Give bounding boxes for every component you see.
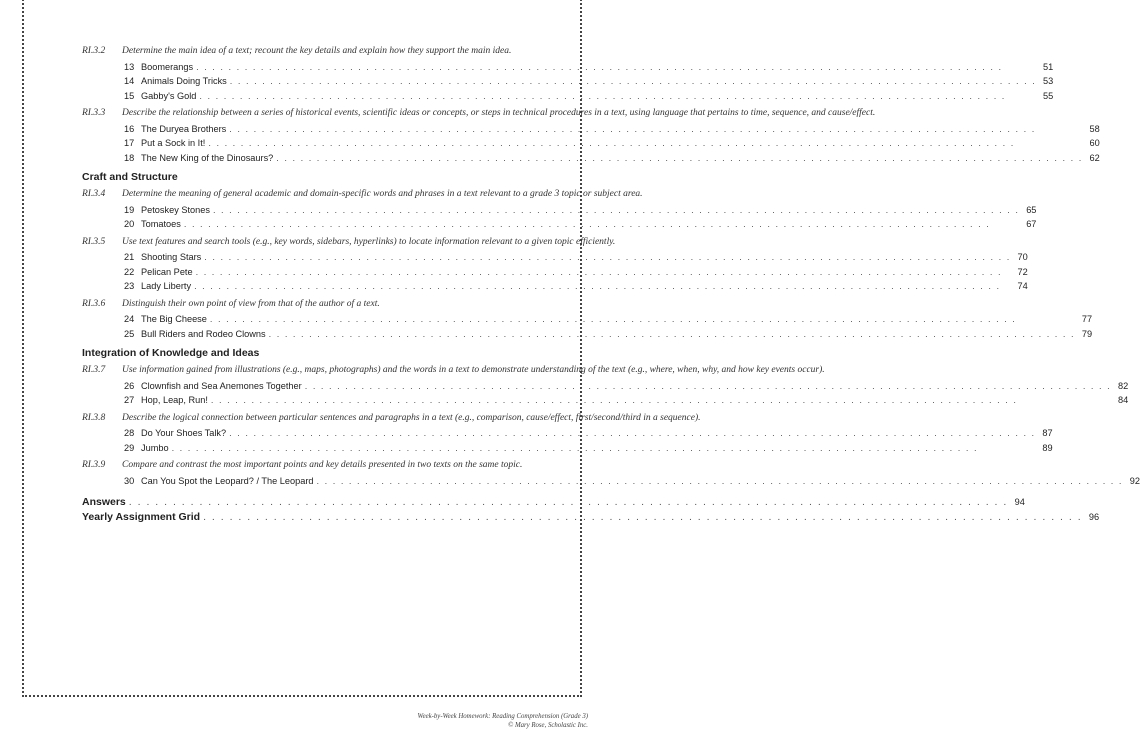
entry-title: Tomatoes [141, 219, 181, 229]
entry-page: 77 [1081, 314, 1093, 324]
entry-title: Boomerangs [141, 61, 194, 72]
toc-entry [124, 312, 1092, 327]
standard-description: Use information gained from illustrations (e.g., maps, photographs) and the words in a text to demonstrate understanding of the text (e.g., where, when, why, and how key events occur). [122, 365, 825, 375]
dot-leader [210, 312, 1075, 327]
standard-row [82, 297, 1093, 342]
standard-description: Compare and contrast the most important points and key details presented in two texts on the same topic. [122, 460, 523, 470]
dot-leader [203, 510, 1082, 525]
entry-page: 55 [1043, 90, 1054, 101]
standard-description: Determine the main idea of a text; recount the key details and explain how they support the main idea. [122, 46, 512, 56]
footer-book-title: Week-by-Week Homework: Reading Comprehension (Grade 3) [417, 713, 588, 720]
dot-leader [229, 426, 1035, 441]
standard-body [122, 411, 1053, 456]
entry-page: 53 [1043, 76, 1054, 86]
dot-leader [317, 474, 1123, 489]
toc-entry [124, 122, 1100, 137]
entry-number: 25 [124, 328, 135, 339]
standard-code: RI.3.4 [82, 189, 106, 199]
dot-leader [211, 393, 1111, 408]
dot-leader [269, 327, 1075, 342]
dot-leader [204, 250, 1010, 265]
dot-leader [196, 60, 1036, 75]
entry-title: Gabby's Gold [141, 90, 197, 101]
standard-description: Describe the logical connection between particular sentences and paragraphs in a text (e.g., comparison, cause/effect, first/second/third in a sequence). [122, 412, 701, 423]
standard-code: RI.3.8 [82, 412, 106, 423]
standard-row [82, 458, 1140, 488]
dot-leader [305, 379, 1111, 394]
entry-number: 20 [124, 219, 135, 229]
dot-leader [276, 151, 1082, 166]
toplevel-entry [82, 495, 1025, 510]
toc-entry [124, 203, 1036, 218]
entry-title: Bull Riders and Rodeo Clowns [141, 328, 266, 339]
standard-code: RI.3.9 [82, 460, 106, 470]
entry-number: 27 [124, 395, 135, 405]
standard-code: RI.3.5 [82, 236, 106, 247]
standard-description: Use text features and search tools (e.g., key words, sidebars, hyperlinks) to locate information relevant to a given topic efficiently. [122, 236, 616, 247]
entry-title: Hop, Leap, Run! [141, 395, 208, 405]
entry-title: Petoskey Stones [141, 204, 210, 215]
toc-entry [124, 393, 1128, 408]
entry-title: The Duryea Brothers [141, 123, 227, 134]
entry-page: 79 [1081, 328, 1093, 339]
entry-number: 26 [124, 380, 135, 391]
entry-page: 87 [1042, 428, 1053, 438]
entry-page: 82 [1117, 380, 1129, 391]
entry-page: 84 [1117, 395, 1129, 405]
standard-code: RI.3.3 [82, 108, 106, 118]
entry-number: 24 [124, 314, 135, 324]
toplevel-title: Yearly Assignment Grid [82, 511, 201, 523]
entry-number: 14 [124, 76, 135, 86]
entry-number: 29 [124, 442, 135, 453]
standard-body [122, 363, 1128, 408]
entry-page: 65 [1026, 204, 1037, 215]
entry-page: 60 [1089, 138, 1100, 148]
standard-code: RI.3.2 [82, 46, 106, 56]
toc-entry [124, 441, 1053, 456]
entry-title: The Big Cheese [141, 314, 207, 324]
entry-title: Can You Spot the Leopard? / The Leopard [141, 475, 314, 486]
entry-number: 30 [124, 475, 135, 486]
entry-number: 23 [124, 281, 135, 291]
standard-row [82, 187, 1037, 232]
standard-body [122, 458, 1140, 488]
entry-page: 92 [1129, 475, 1140, 486]
standard-body [122, 106, 1100, 165]
toc-entry [124, 474, 1140, 489]
entry-number: 18 [124, 152, 135, 163]
toc-entry [124, 250, 1028, 265]
footer-copyright: © Mary Rose, Scholastic Inc. [508, 721, 588, 729]
toc-entry [124, 327, 1092, 342]
entry-page: 70 [1017, 252, 1028, 262]
dot-leader [208, 136, 1082, 151]
toc-entry [124, 279, 1028, 294]
standard-code: RI.3.7 [82, 365, 106, 375]
standard-body [122, 235, 1028, 294]
standard-group [82, 187, 1037, 232]
standard-row [82, 44, 1054, 103]
entry-number: 13 [124, 61, 135, 72]
standard-group [82, 297, 1093, 342]
toc-entry [124, 136, 1100, 151]
dot-leader [129, 495, 1008, 510]
standard-body [122, 187, 1036, 232]
dot-leader [213, 203, 1019, 218]
entry-page: 51 [1043, 61, 1054, 72]
entry-page: 89 [1042, 442, 1053, 453]
entry-number: 19 [124, 204, 135, 215]
entry-number: 28 [124, 428, 135, 438]
entry-number: 22 [124, 266, 135, 277]
standard-group [82, 411, 1053, 456]
toplevel-title: Answers [82, 496, 126, 508]
dot-leader [172, 441, 1036, 456]
entry-title: Pelican Pete [141, 266, 193, 277]
toc-entry [124, 265, 1028, 280]
dot-leader [196, 265, 1011, 280]
standard-row [82, 363, 1129, 408]
toc-entry [124, 89, 1053, 104]
entry-page: 74 [1017, 281, 1028, 291]
standard-group [82, 44, 1054, 103]
entry-title: Jumbo [141, 442, 169, 453]
standard-row [82, 235, 1028, 294]
dot-leader [230, 74, 1036, 89]
section-heading: Integration of Knowledge and Ideas [82, 347, 260, 359]
table-of-contents [82, 44, 1140, 525]
entry-number: 15 [124, 90, 135, 101]
standard-group [82, 235, 1028, 294]
entry-page: 62 [1089, 152, 1100, 163]
toc-entry [124, 60, 1053, 75]
standard-body [122, 297, 1092, 342]
toc-entry [124, 379, 1128, 394]
standard-row [82, 411, 1053, 456]
toplevel-page: 96 [1088, 512, 1100, 522]
toc-entry [124, 151, 1100, 166]
standard-row [82, 106, 1100, 165]
standard-code: RI.3.6 [82, 298, 106, 309]
section-heading: Craft and Structure [82, 171, 178, 183]
standard-group [82, 458, 1140, 488]
standard-body [122, 44, 1053, 103]
entry-number: 17 [124, 138, 135, 148]
standard-description: Distinguish their own point of view from that of the author of a text. [122, 298, 380, 309]
standard-description: Describe the relationship between a series of historical events, scientific ideas or concepts, or steps in technical procedures in a text, using language that pertains to time, sequence, and cause/effect. [122, 108, 876, 118]
dot-leader [199, 89, 1036, 104]
entry-title: Animals Doing Tricks [141, 76, 227, 86]
toplevel-entry [82, 510, 1100, 525]
entry-title: Do Your Shoes Talk? [141, 428, 227, 438]
standard-group [82, 363, 1129, 408]
footer-credit [418, 713, 588, 730]
dot-leader [229, 122, 1082, 137]
dot-leader [194, 279, 1011, 294]
entry-page: 72 [1017, 266, 1028, 277]
entry-title: Shooting Stars [141, 252, 202, 262]
entry-page: 58 [1089, 123, 1100, 134]
toc-entry [124, 426, 1053, 441]
entry-number: 21 [124, 252, 135, 262]
toc-entry [124, 74, 1053, 89]
entry-title: The New King of the Dinosaurs? [141, 152, 274, 163]
standard-description: Determine the meaning of general academic and domain-specific words and phrases in a text relevant to a grade 3 topic or subject area. [122, 189, 643, 199]
entry-title: Put a Sock in It! [141, 138, 206, 148]
entry-number: 16 [124, 123, 135, 134]
entry-title: Lady Liberty [141, 281, 192, 291]
dot-leader [184, 217, 1020, 232]
standard-group [82, 106, 1100, 165]
toc-entry [124, 217, 1036, 232]
entry-title: Clownfish and Sea Anemones Together [141, 380, 302, 391]
entry-page: 67 [1026, 219, 1037, 229]
toplevel-page: 94 [1014, 497, 1025, 507]
